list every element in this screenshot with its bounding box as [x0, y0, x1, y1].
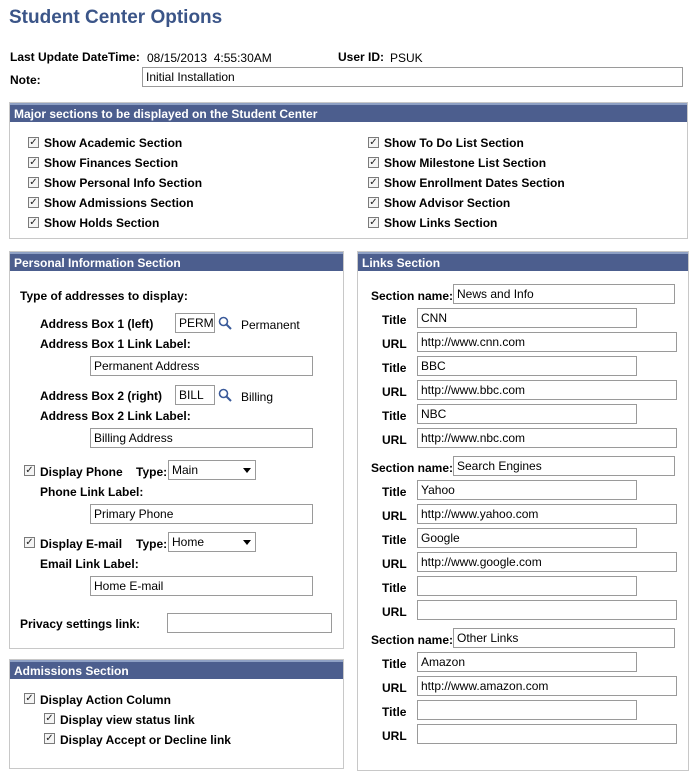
- email-link-input[interactable]: Home E-mail: [90, 576, 313, 596]
- links-header: Links Section: [358, 252, 688, 271]
- links-url-label: URL: [382, 605, 407, 619]
- address-box2-desc: Billing: [241, 390, 274, 404]
- links-title-input[interactable]: NBC: [417, 404, 637, 424]
- email-link-label: Email Link Label:: [40, 557, 139, 571]
- major-left-label-0: Show Academic Section: [44, 136, 183, 150]
- major-right-label-2: Show Enrollment Dates Section: [384, 176, 565, 190]
- phone-type-value: Main: [172, 463, 199, 477]
- links-url-label: URL: [382, 729, 407, 743]
- links-title-input[interactable]: BBC: [417, 356, 637, 376]
- user-id-label: User ID:: [338, 50, 385, 64]
- page-title: Student Center Options: [9, 7, 223, 28]
- address-box2-lookup-icon[interactable]: [218, 388, 232, 402]
- links-title-label: Title: [382, 485, 407, 499]
- email-type-select[interactable]: [168, 532, 256, 552]
- links-url-label: URL: [382, 385, 407, 399]
- major-left-checkbox-1[interactable]: ✓: [29, 157, 38, 168]
- major-right-label-3: Show Advisor Section: [384, 196, 511, 210]
- major-right-checkbox-0[interactable]: ✓: [369, 137, 378, 148]
- user-id-value: PSUK: [390, 51, 423, 65]
- links-url-label: URL: [382, 681, 407, 695]
- address-box2-link-label: Address Box 2 Link Label:: [40, 409, 191, 423]
- links-title-label: Title: [382, 533, 407, 547]
- note-label: Note:: [10, 73, 41, 87]
- address-types-label: Type of addresses to display:: [20, 289, 188, 303]
- links-title-input[interactable]: [417, 576, 637, 596]
- address-box1-label: Address Box 1 (left): [40, 317, 154, 331]
- admissions-header: Admissions Section: [10, 660, 343, 679]
- links-title-input[interactable]: Google: [417, 528, 637, 548]
- major-left-label-3: Show Admissions Section: [44, 196, 194, 210]
- major-right-checkbox-4[interactable]: ✓: [369, 217, 378, 228]
- links-section-name-input[interactable]: News and Info: [453, 284, 675, 304]
- links-title-label: Title: [382, 313, 407, 327]
- links-url-label: URL: [382, 337, 407, 351]
- links-url-label: URL: [382, 557, 407, 571]
- view-status-label: Display view status link: [60, 713, 195, 727]
- note-field[interactable]: Initial Installation: [142, 67, 683, 87]
- address-box1-code-input[interactable]: PERM: [175, 313, 215, 333]
- display-phone-checkbox[interactable]: ✓: [25, 465, 34, 476]
- display-email-label: Display E-mail: [40, 537, 123, 551]
- links-title-input[interactable]: Yahoo: [417, 480, 637, 500]
- last-update-value: 08/15/2013 4:55:30AM: [147, 51, 272, 65]
- links-url-input[interactable]: http://www.amazon.com: [417, 676, 677, 696]
- links-title-label: Title: [382, 361, 407, 375]
- personal-info-header: Personal Information Section: [10, 252, 343, 271]
- address-box2-label: Address Box 2 (right): [40, 389, 163, 403]
- address-box1-desc: Permanent: [241, 318, 300, 332]
- phone-link-label: Phone Link Label:: [40, 485, 144, 499]
- accept-decline-label: Display Accept or Decline link: [60, 733, 231, 747]
- address-box2-link-input[interactable]: Billing Address: [90, 428, 313, 448]
- links-url-input[interactable]: http://www.bbc.com: [417, 380, 677, 400]
- links-url-input[interactable]: http://www.google.com: [417, 552, 677, 572]
- links-title-input[interactable]: CNN: [417, 308, 637, 328]
- chevron-down-icon: [243, 540, 251, 545]
- links-title-label: Title: [382, 581, 407, 595]
- display-email-checkbox[interactable]: ✓: [25, 537, 34, 548]
- links-title-input[interactable]: [417, 700, 637, 720]
- links-section-name-input[interactable]: Search Engines: [453, 456, 675, 476]
- major-right-checkbox-2[interactable]: ✓: [369, 177, 378, 188]
- major-right-checkbox-3[interactable]: ✓: [369, 197, 378, 208]
- links-section-name-label: Section name:: [371, 461, 454, 475]
- major-sections-header: Major sections to be displayed on the Student Center: [10, 103, 687, 122]
- major-left-label-4: Show Holds Section: [44, 216, 160, 230]
- major-left-label-1: Show Finances Section: [44, 156, 179, 170]
- links-url-input[interactable]: http://www.yahoo.com: [417, 504, 677, 524]
- accept-decline-checkbox[interactable]: ✓: [45, 733, 54, 744]
- links-url-input[interactable]: [417, 600, 677, 620]
- links-url-input[interactable]: http://www.cnn.com: [417, 332, 677, 352]
- links-section-name-input[interactable]: Other Links: [453, 628, 675, 648]
- links-url-input[interactable]: http://www.nbc.com: [417, 428, 677, 448]
- email-type-label: Type:: [136, 537, 168, 551]
- address-box1-link-label: Address Box 1 Link Label:: [40, 337, 191, 351]
- links-url-label: URL: [382, 433, 407, 447]
- major-left-checkbox-4[interactable]: ✓: [29, 217, 38, 228]
- view-status-checkbox[interactable]: ✓: [45, 713, 54, 724]
- address-box1-lookup-icon[interactable]: [218, 316, 232, 330]
- major-left-label-2: Show Personal Info Section: [44, 176, 203, 190]
- phone-type-label: Type:: [136, 465, 168, 479]
- links-url-label: URL: [382, 509, 407, 523]
- links-url-input[interactable]: [417, 724, 677, 744]
- links-section-name-label: Section name:: [371, 633, 454, 647]
- display-action-label: Display Action Column: [40, 693, 171, 707]
- links-title-label: Title: [382, 705, 407, 719]
- major-right-checkbox-1[interactable]: ✓: [369, 157, 378, 168]
- major-right-label-0: Show To Do List Section: [384, 136, 524, 150]
- major-right-label-4: Show Links Section: [384, 216, 498, 230]
- display-action-checkbox[interactable]: ✓: [25, 693, 34, 704]
- phone-type-select[interactable]: [168, 460, 256, 480]
- address-box1-link-input[interactable]: Permanent Address: [90, 356, 313, 376]
- email-type-value: Home: [172, 535, 205, 549]
- major-left-checkbox-2[interactable]: ✓: [29, 177, 38, 188]
- privacy-label: Privacy settings link:: [20, 617, 141, 631]
- links-section-name-label: Section name:: [371, 289, 454, 303]
- display-phone-label: Display Phone: [40, 465, 123, 479]
- links-title-input[interactable]: Amazon: [417, 652, 637, 672]
- links-title-label: Title: [382, 657, 407, 671]
- links-title-label: Title: [382, 409, 407, 423]
- last-update-label: Last Update DateTime:: [10, 50, 140, 64]
- phone-link-input[interactable]: Primary Phone: [90, 504, 313, 524]
- major-left-checkbox-0[interactable]: ✓: [29, 137, 38, 148]
- major-right-label-1: Show Milestone List Section: [384, 156, 547, 170]
- privacy-input[interactable]: [167, 613, 332, 633]
- major-left-checkbox-3[interactable]: ✓: [29, 197, 38, 208]
- address-box2-code-input[interactable]: BILL: [175, 385, 215, 405]
- chevron-down-icon: [243, 468, 251, 473]
